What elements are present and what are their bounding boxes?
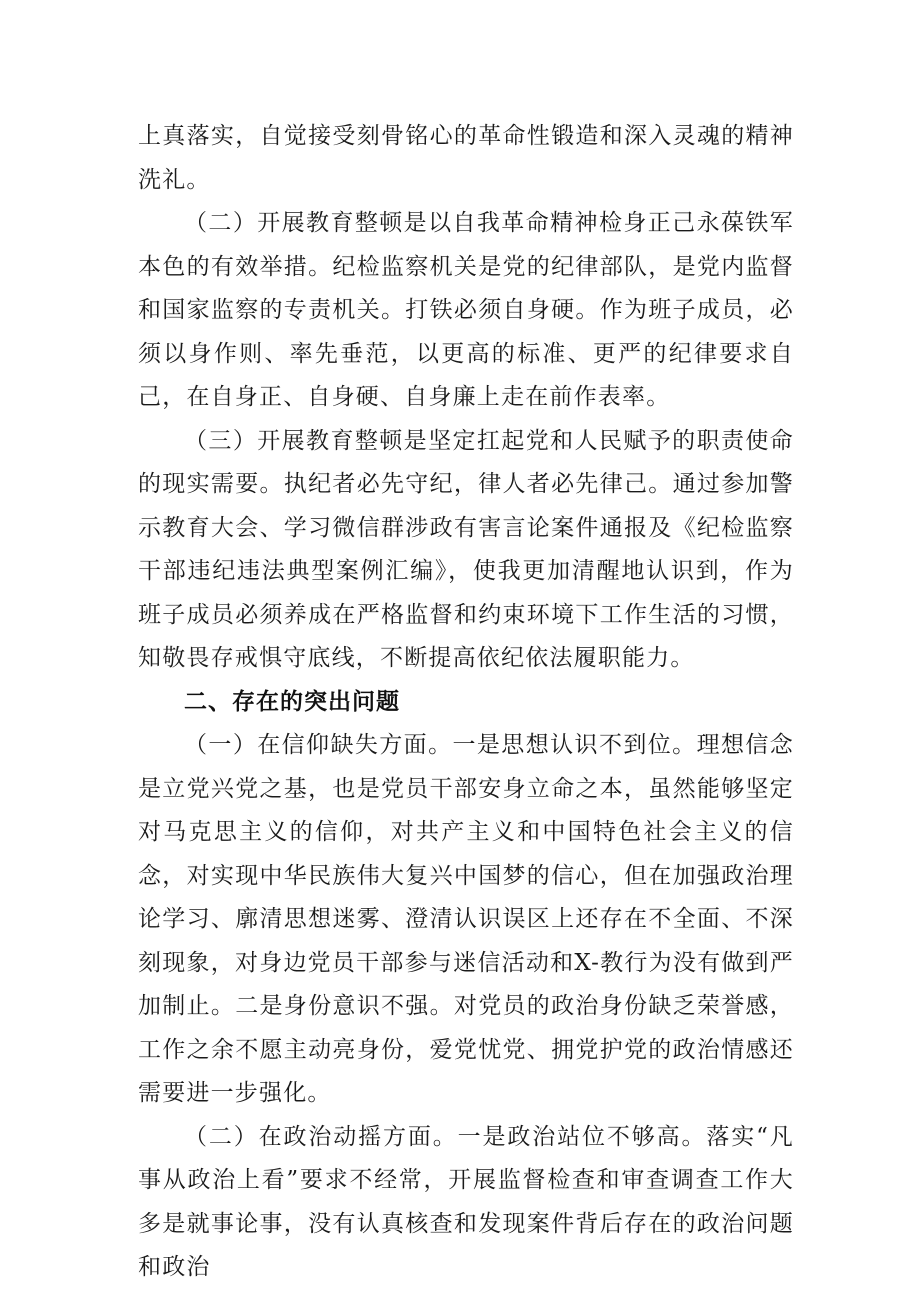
paragraph-education-rectification-need: （三）开展教育整顿是坚定扛起党和人民赋予的职责使命的现实需要。执纪者必先守纪，律人者必先律己。通过参加警示教育大会、学习微信群涉政有害言论案件通报及《纪检监察干部违纪违法典型案例汇编》，使我更加清醒地认识到，作为班子成员必须养成在严格监督和约束环境下工作生活的习惯，知敬畏存戒惧守底线，不断提高依纪依法履职能力。 [138,427,794,671]
paragraph-continuation: 上真落实，自觉接受刻骨铭心的革命性锻造和深入灵魂的精神洗礼。 [138,123,794,193]
paragraph-belief-deficiency: （一）在信仰缺失方面。一是思想认识不到位。理想信念是立党兴党之基，也是党员干部安身立命之本，虽然能够坚定对马克思主义的信仰，对共产主义和中国特色社会主义的信念，对实现中华民族伟大复兴中国梦的信心，但在加强政治理论学习、廓清思想迷雾、澄清认识误区上还存在不全面、不深刻现象，对身边党员干部参与迷信活动和X-教行为没有做到严加制止。二是身份意识不强。对党员的政治身份缺乏荣誉感，工作之余不愿主动亮身份，爱党忧党、拥党护党的政治情感还需要进一步强化。 [138,732,794,1106]
section-heading-problems: 二、存在的突出问题 [184,688,400,715]
paragraph-education-rectification-measure: （二）开展教育整顿是以自我革命精神检身正己永葆铁军本色的有效举措。纪检监察机关是党的纪律部队，是党内监督和国家监察的专责机关。打铁必须自身硬。作为班子成员，必须以身作则、率先垂范，以更高的标准、更严的纪律要求自己，在自身正、自身硬、自身廉上走在前作表率。 [138,210,794,410]
document-body [138,115,794,1290]
paragraph-political-wavering: （二）在政治动摇方面。一是政治站位不够高。落实“凡事从政治上看”要求不经常，开展监督检查和审查调查工作大多是就事论事，没有认真核查和发现案件背后存在的政治问题和政治 [138,1123,794,1280]
